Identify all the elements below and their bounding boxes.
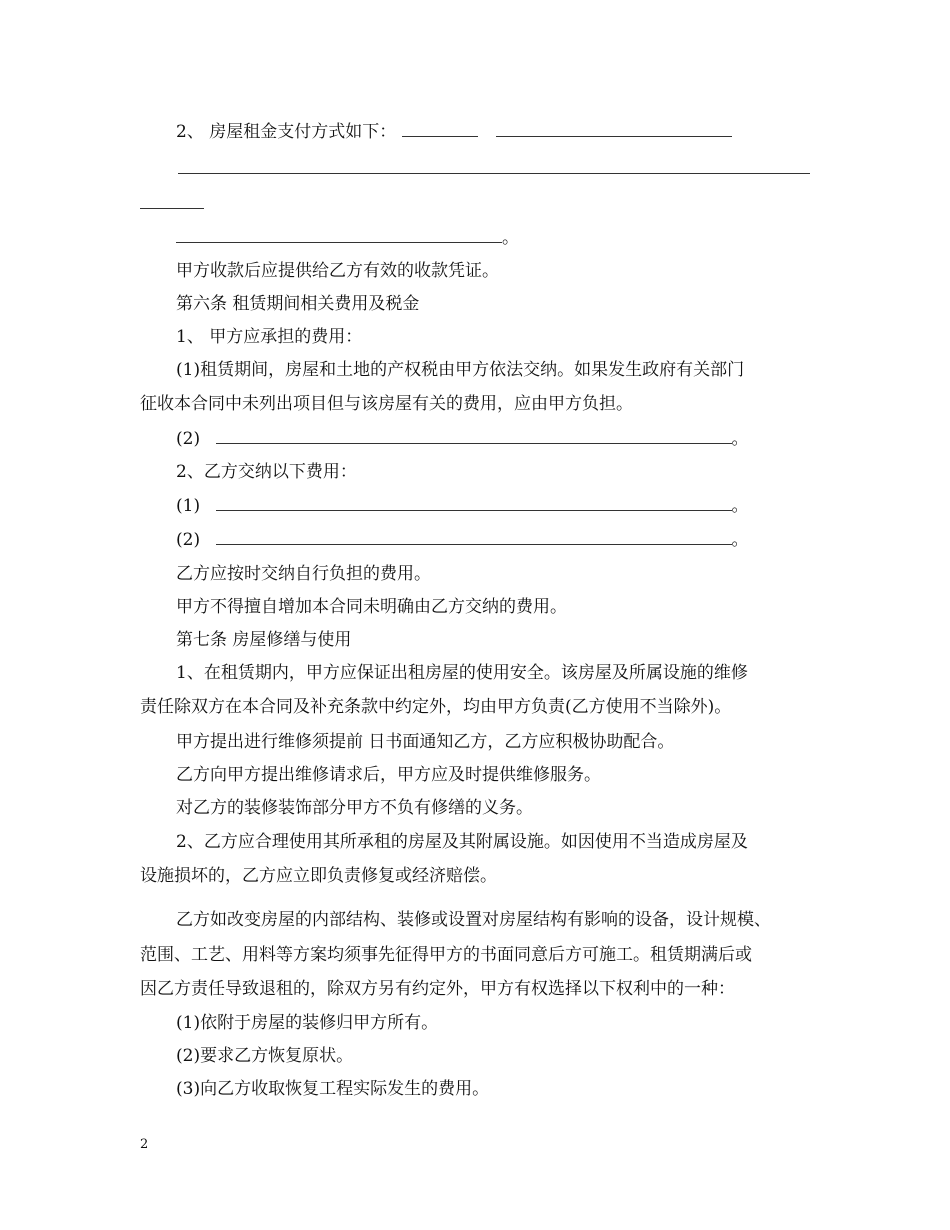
period: 。 [731,429,749,449]
blank-line-with-period [140,226,856,250]
article-heading: 第七条 房屋修缮与使用 [176,630,352,650]
blank-field [496,122,732,137]
paragraph: 甲方提出进行维修须提前 日书面通知乙方，乙方应积极协助配合。 [176,732,675,752]
paragraph: 因乙方责任导致退租的，除双方另有约定外，甲方有权选择以下权利中的一种： [140,979,735,999]
page-number: 2 [140,1137,149,1152]
paragraph: 设施损坏的，乙方应立即负责修复或经济赔偿。 [140,866,497,886]
paragraph: 乙方如改变房屋的内部结构、装修或设置对房屋结构有影响的设备，设计规模、 [176,910,771,930]
clause-rent-payment [140,120,856,144]
paragraph: 甲方不得擅自增加本合同未明确由乙方交纳的费用。 [176,597,567,617]
period: 。 [731,530,749,550]
paragraph: (1)租赁期间，房屋和土地的产权税由甲方依法交纳。如果发生政府有关部门 [176,360,745,380]
blank-field [176,228,502,243]
paragraph: 征收本合同中未列出项目但与该房屋有关的费用，应由甲方负担。 [140,394,633,414]
paragraph: 范围、工艺、用料等方案均须事先征得甲方的书面同意后方可施工。租赁期满后或 [140,945,752,965]
paragraph: 1、在租赁期内，甲方应保证出租房屋的使用安全。该房屋及所属设施的维修 [176,663,748,683]
list-item: (3)向乙方收取恢复工程实际发生的费用。 [176,1079,490,1099]
blank-field [140,208,204,209]
item-number: (1) [176,496,201,516]
fee-item-blank [140,494,856,518]
period: 。 [502,228,519,248]
paragraph: 对乙方的装修装饰部分甲方不负有修缮的义务。 [176,798,533,818]
list-item: (1)依附于房屋的装修归甲方所有。 [176,1013,439,1033]
paragraph: 2、乙方交纳以下费用： [176,462,357,482]
blank-field [402,122,478,137]
list-item: (2)要求乙方恢复原状。 [176,1046,354,1066]
fee-item-blank [140,528,856,552]
paragraph: 2、乙方应合理使用其所承租的房屋及其附属设施。如因使用不当造成房屋及 [176,832,748,852]
blank-field [216,496,732,511]
blank-field [216,429,732,444]
blank-field [178,173,810,174]
article-heading: 第六条 租赁期间相关费用及税金 [176,294,420,314]
blank-field [216,530,732,545]
paragraph: 甲方收款后应提供给乙方有效的收款凭证。 [176,261,499,281]
item-number: (2) [176,530,201,550]
period: 。 [731,496,749,516]
paragraph: 责任除双方在本合同及补充条款中约定外，均由甲方负责(乙方使用不当除外)。 [140,697,732,717]
paragraph: 乙方向甲方提出维修请求后，甲方应及时提供维修服务。 [176,765,601,785]
item-number: (2) [176,429,201,449]
clause-text: 2、 房屋租金支付方式如下： [176,122,397,142]
fee-item-blank [140,427,856,451]
paragraph: 1、 甲方应承担的费用： [176,327,363,347]
paragraph: 乙方应按时交纳自行负担的费用。 [176,564,431,584]
